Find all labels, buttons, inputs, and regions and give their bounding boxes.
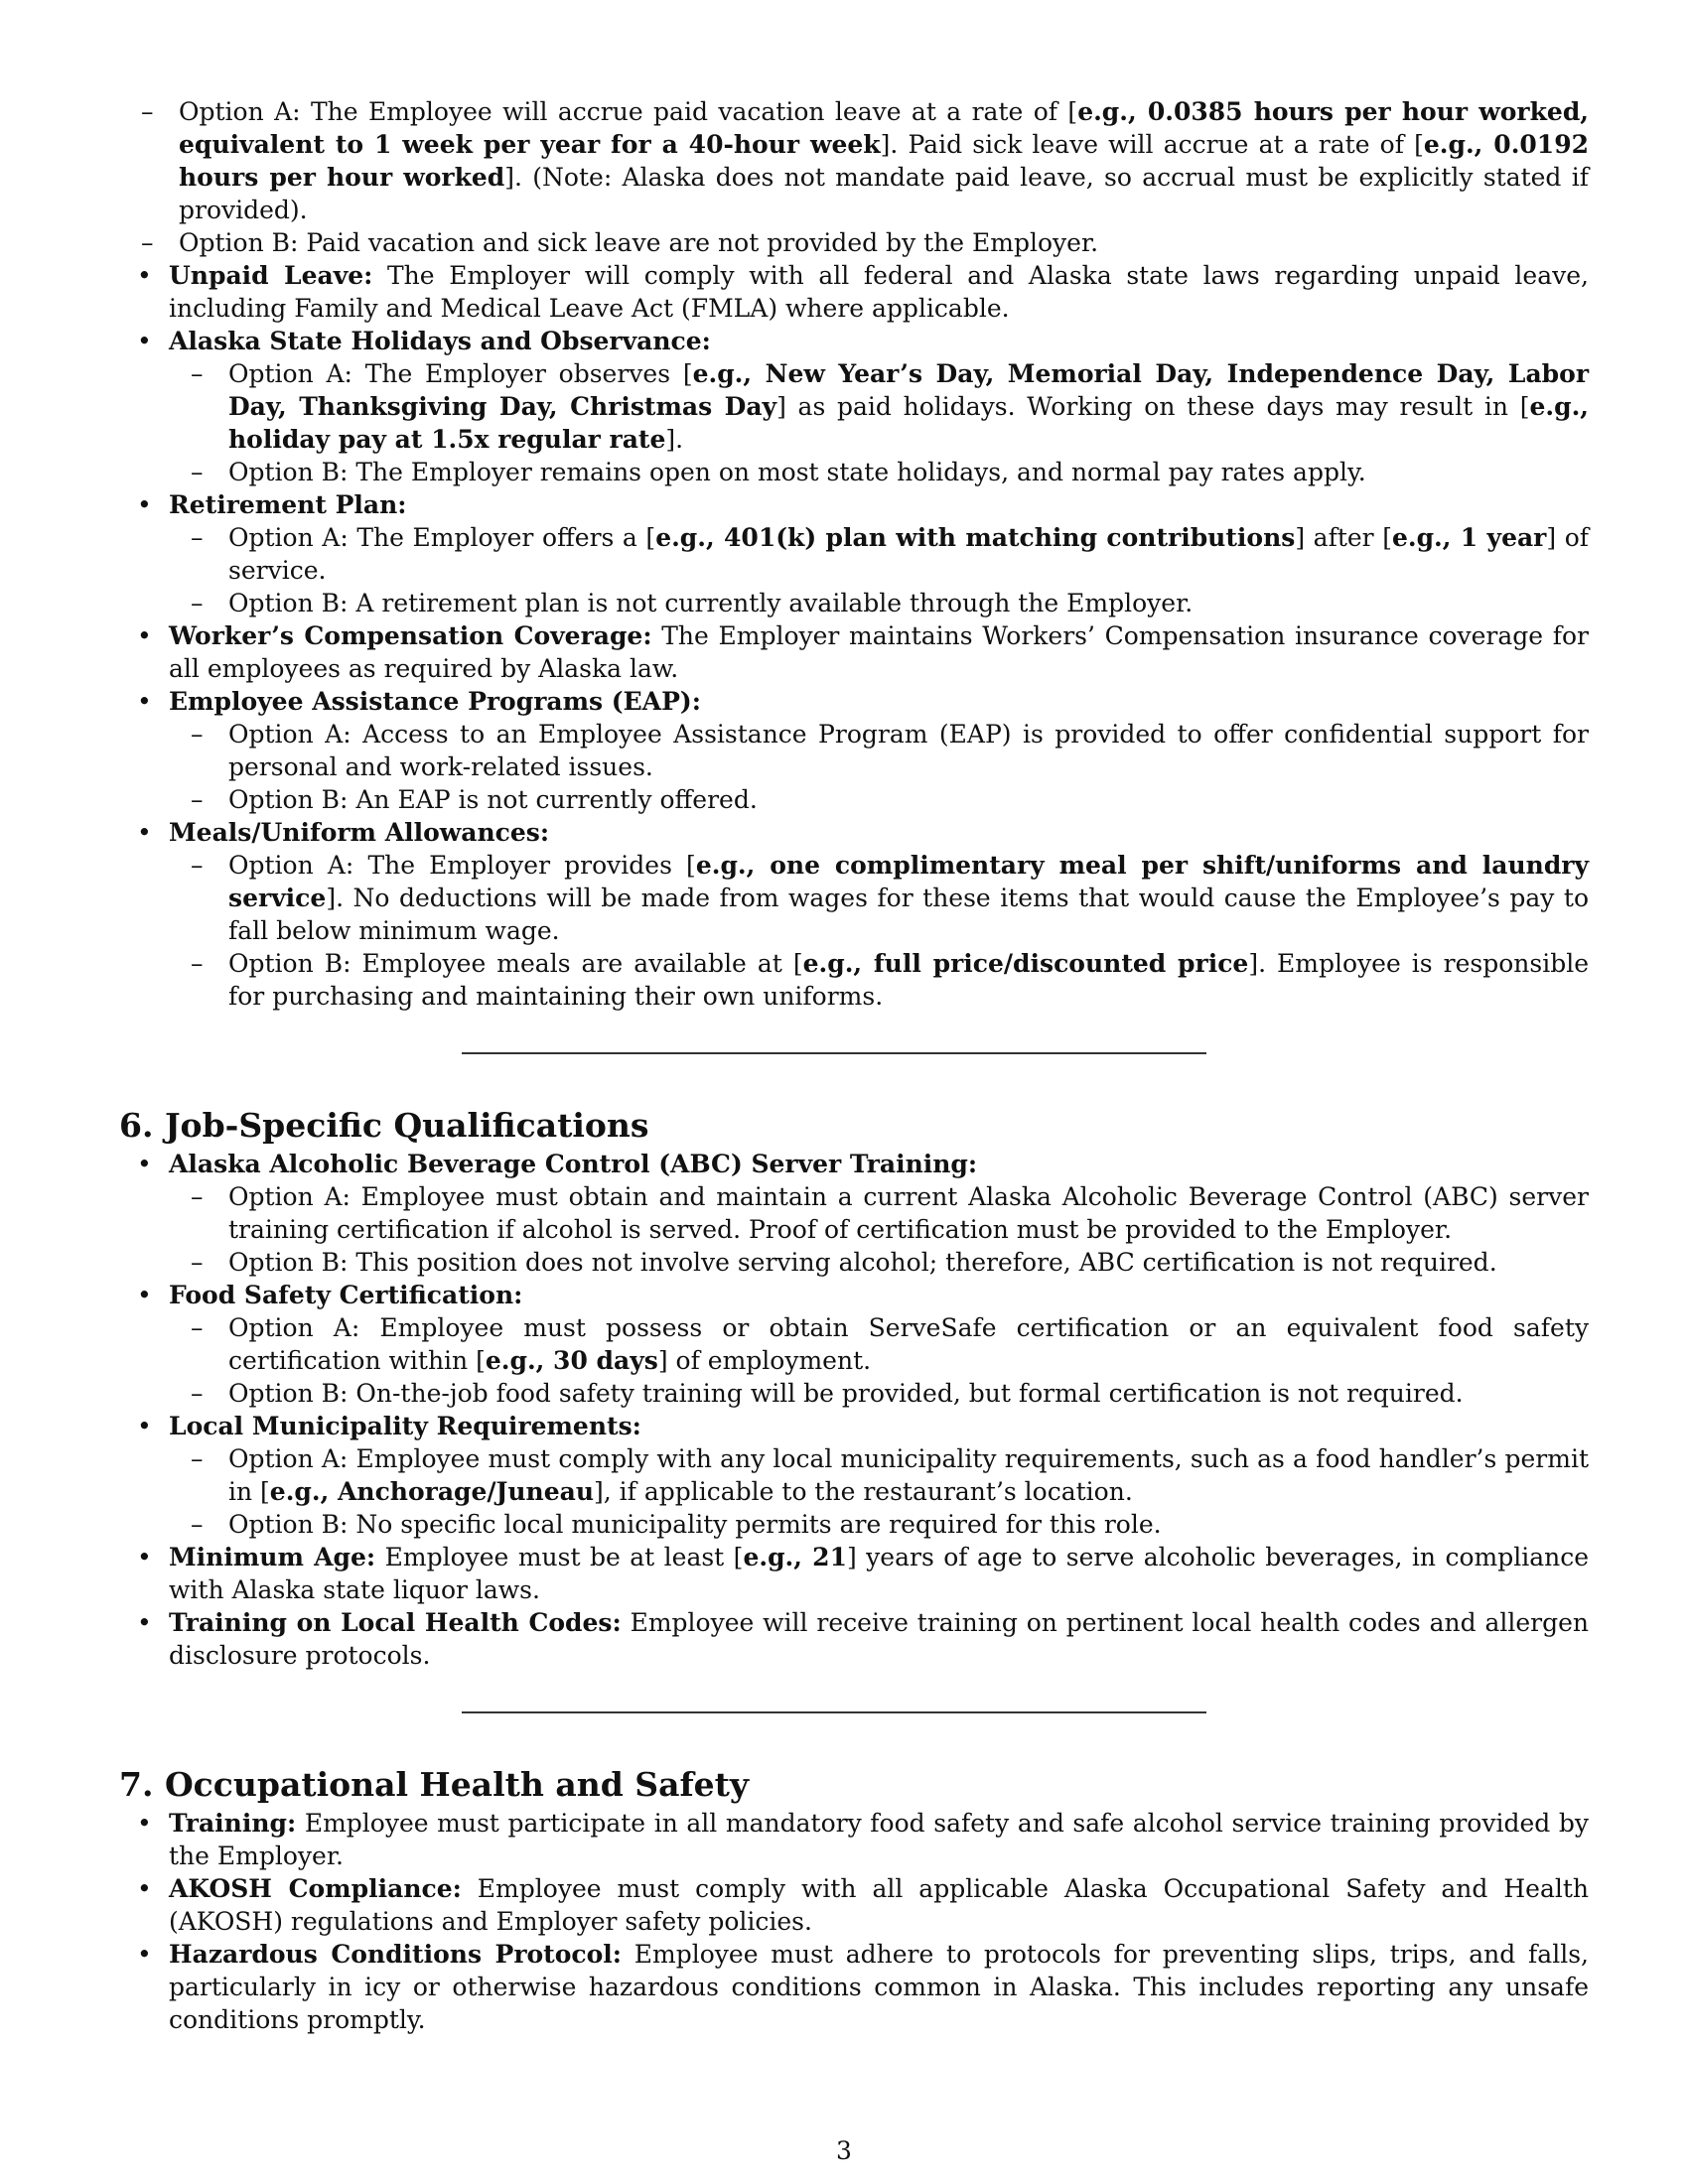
item-text bbox=[169, 1872, 1589, 1938]
option-item bbox=[169, 587, 1589, 619]
option-item bbox=[169, 1311, 1589, 1377]
list-item bbox=[119, 619, 1589, 685]
list-item bbox=[119, 1938, 1589, 2036]
item-body: Employee must adhere to protocols for preventing slips, trips, and falls, particularly in icy or otherwise hazardous conditions common in Alaska. This includes reporting any unsafe conditions promptly. bbox=[169, 1940, 1589, 2034]
placeholder-text: e.g., 1 year bbox=[1391, 523, 1547, 552]
placeholder-text: e.g., 21 bbox=[743, 1543, 847, 1571]
option-list bbox=[169, 849, 1589, 1013]
option-item bbox=[119, 226, 1589, 259]
option-item bbox=[169, 357, 1589, 456]
placeholder-text: e.g., 0.0385 hours per hour worked, equivalent to 1 week per year for a 40-hour week bbox=[179, 97, 1589, 159]
item-label: Training on Local Health Codes: bbox=[169, 1608, 622, 1637]
text-run: Option B: On-the-job food safety training will be provided, but formal certification is not required. bbox=[228, 1379, 1464, 1408]
item-label: Alaska Alcoholic Beverage Control (ABC) Server Training: bbox=[169, 1150, 978, 1178]
option-item bbox=[169, 1180, 1589, 1246]
placeholder-text: e.g., 0.0192 hours per hour worked bbox=[179, 130, 1589, 192]
section-divider bbox=[462, 1052, 1206, 1054]
text-run: Option A: Employee must comply with any local municipality requirements, such as a food handler’s permit in [ bbox=[228, 1444, 1589, 1506]
item-label: Food Safety Certification: bbox=[169, 1281, 523, 1309]
text-run: Option A: Employee must obtain and maintain a current Alaska Alcoholic Beverage Control (ABC) server training certification if alcohol is served. Proof of certification must be provided to the Employer. bbox=[228, 1182, 1589, 1244]
placeholder-text: e.g., New Year’s Day, Memorial Day, Independence Day, Labor Day, Thanksgiving Day, Christmas Day bbox=[228, 359, 1589, 421]
list-item bbox=[119, 1279, 1589, 1410]
text-run: ] years of age to serve alcoholic beverages, in compliance with Alaska state liquor laws. bbox=[169, 1543, 1590, 1604]
option-list bbox=[169, 1180, 1589, 1279]
item-label: Minimum Age: bbox=[169, 1543, 376, 1571]
item-label: Local Municipality Requirements: bbox=[169, 1412, 641, 1440]
section-heading-health-safety: 7. Occupational Health and Safety bbox=[119, 1765, 750, 1804]
option-item bbox=[169, 1246, 1589, 1279]
item-text bbox=[169, 1148, 1589, 1180]
text-run: ]. (Note: Alaska does not mandate paid leave, so accrual must be explicitly stated if provided). bbox=[179, 163, 1589, 224]
list-item bbox=[119, 1872, 1589, 1938]
list-item bbox=[119, 325, 1589, 488]
text-run: Option B: The Employer remains open on most state holidays, and normal pay rates apply. bbox=[228, 458, 1366, 486]
list-item bbox=[119, 1807, 1589, 1872]
text-run: ] as paid holidays. Working on these days may result in [ bbox=[776, 392, 1530, 421]
text-run: ]. No deductions will be made from wages for these items that would cause the Employee’s pay to fall below minimum wage. bbox=[228, 884, 1589, 945]
text-run: Option B: An EAP is not currently offered. bbox=[228, 785, 758, 814]
item-text bbox=[169, 1279, 1589, 1311]
item-text bbox=[169, 1606, 1589, 1672]
option-item bbox=[169, 1508, 1589, 1541]
option-item bbox=[169, 783, 1589, 816]
text-run: ]. bbox=[665, 425, 684, 454]
item-text bbox=[169, 1410, 1589, 1442]
placeholder-text: e.g., 30 days bbox=[485, 1346, 658, 1375]
text-run: ] of employment. bbox=[657, 1346, 872, 1375]
text-run: Option B: Paid vacation and sick leave are not provided by the Employer. bbox=[179, 228, 1099, 257]
item-text bbox=[169, 685, 1589, 718]
option-item bbox=[169, 1377, 1589, 1410]
text-run: ] after [ bbox=[1295, 523, 1392, 552]
benefits-list bbox=[119, 259, 1589, 1013]
placeholder-text: e.g., 401(k) plan with matching contributions bbox=[655, 523, 1296, 552]
list-item bbox=[119, 1606, 1589, 1672]
item-label: Alaska State Holidays and Observance: bbox=[169, 327, 711, 355]
text-run: Option B: This position does not involve serving alcohol; therefore, ABC certification is not required. bbox=[228, 1248, 1497, 1277]
placeholder-text: e.g., full price/discounted price bbox=[802, 949, 1249, 978]
option-item bbox=[169, 456, 1589, 488]
item-text bbox=[169, 1807, 1589, 1872]
item-text bbox=[169, 488, 1589, 521]
option-item bbox=[169, 521, 1589, 587]
option-item bbox=[169, 1442, 1589, 1508]
list-item bbox=[119, 1148, 1589, 1279]
option-item bbox=[119, 95, 1589, 226]
text-run: Option A: Access to an Employee Assistance Program (EAP) is provided to offer confidential support for personal and work-related issues. bbox=[228, 720, 1589, 781]
text-run: Option A: The Employer observes [ bbox=[228, 359, 693, 388]
item-body: The Employer will comply with all federal and Alaska state laws regarding unpaid leave, including Family and Medical Leave Act (FMLA) where applicable. bbox=[169, 261, 1589, 323]
list-item bbox=[119, 1541, 1589, 1606]
option-item bbox=[169, 947, 1589, 1013]
item-label: Hazardous Conditions Protocol: bbox=[169, 1940, 623, 1969]
option-item bbox=[169, 718, 1589, 783]
text-run: Option A: Employee must possess or obtain ServeSafe certification or an equivalent food safety certification within [ bbox=[228, 1313, 1589, 1375]
option-list bbox=[169, 1311, 1589, 1410]
item-body: Employee will receive training on pertinent local health codes and allergen disclosure protocols. bbox=[169, 1608, 1589, 1670]
text-run: Option B: Employee meals are available at [ bbox=[228, 949, 803, 978]
text-run: Option A: The Employer provides [ bbox=[228, 851, 696, 880]
section-divider bbox=[462, 1711, 1206, 1713]
item-label: Employee Assistance Programs (EAP): bbox=[169, 687, 701, 716]
continued-options-list bbox=[119, 95, 1589, 259]
option-list bbox=[169, 1442, 1589, 1541]
option-item bbox=[169, 849, 1589, 947]
item-body: Employee must participate in all mandatory food safety and safe alcohol service training provided by the Employer. bbox=[169, 1809, 1589, 1870]
item-label: Unpaid Leave: bbox=[169, 261, 373, 290]
option-list bbox=[169, 357, 1589, 488]
job-qualifications-list bbox=[119, 1148, 1589, 1672]
list-item bbox=[119, 685, 1589, 816]
item-text bbox=[169, 259, 1589, 325]
placeholder-text: e.g., holiday pay at 1.5x regular rate bbox=[228, 392, 1589, 454]
text-run: Option B: No specific local municipality permits are required for this role. bbox=[228, 1510, 1162, 1539]
text-run: ]. Paid sick leave will accrue at a rate of [ bbox=[880, 130, 1424, 159]
item-body: The Employer maintains Workers’ Compensation insurance coverage for all employees as required by Alaska law. bbox=[169, 621, 1589, 683]
page-content bbox=[119, 95, 1589, 2036]
option-list bbox=[169, 718, 1589, 816]
item-body: Employee must comply with all applicable Alaska Occupational Safety and Health (AKOSH) regulations and Employer safety policies. bbox=[169, 1874, 1589, 1936]
item-label: AKOSH Compliance: bbox=[169, 1874, 462, 1903]
text-run: Option A: The Employee will accrue paid vacation leave at a rate of [ bbox=[179, 97, 1078, 126]
section-heading-job-qualifications: 6. Job-Specific Qualifications bbox=[119, 1106, 649, 1145]
list-item bbox=[119, 1410, 1589, 1541]
item-text bbox=[169, 1938, 1589, 2036]
item-label: Worker’s Compensation Coverage: bbox=[169, 621, 652, 650]
page-number: 3 bbox=[836, 2136, 852, 2165]
list-item bbox=[119, 488, 1589, 619]
text-run: ], if applicable to the restaurant’s location. bbox=[594, 1477, 1133, 1506]
list-item bbox=[119, 259, 1589, 325]
text-run: Option A: The Employer offers a [ bbox=[228, 523, 656, 552]
item-text bbox=[169, 1541, 1589, 1606]
item-label: Retirement Plan: bbox=[169, 490, 407, 519]
item-text bbox=[169, 325, 1589, 357]
item-label: Meals/Uniform Allowances: bbox=[169, 818, 550, 847]
item-text bbox=[169, 619, 1589, 685]
text-run: ] of service. bbox=[228, 523, 1590, 585]
placeholder-text: e.g., one complimentary meal per shift/uniforms and laundry service bbox=[228, 851, 1590, 912]
text-run: Option B: A retirement plan is not currently available through the Employer. bbox=[228, 589, 1194, 617]
item-label: Training: bbox=[169, 1809, 297, 1838]
text-run: ]. Employee is responsible for purchasing and maintaining their own uniforms. bbox=[228, 949, 1590, 1011]
item-text bbox=[169, 816, 1589, 849]
option-list bbox=[169, 521, 1589, 619]
text-run: Employee must be at least [ bbox=[375, 1543, 744, 1571]
list-item bbox=[119, 816, 1589, 1013]
health-safety-list bbox=[119, 1807, 1589, 2036]
placeholder-text: e.g., Anchorage/Juneau bbox=[269, 1477, 594, 1506]
